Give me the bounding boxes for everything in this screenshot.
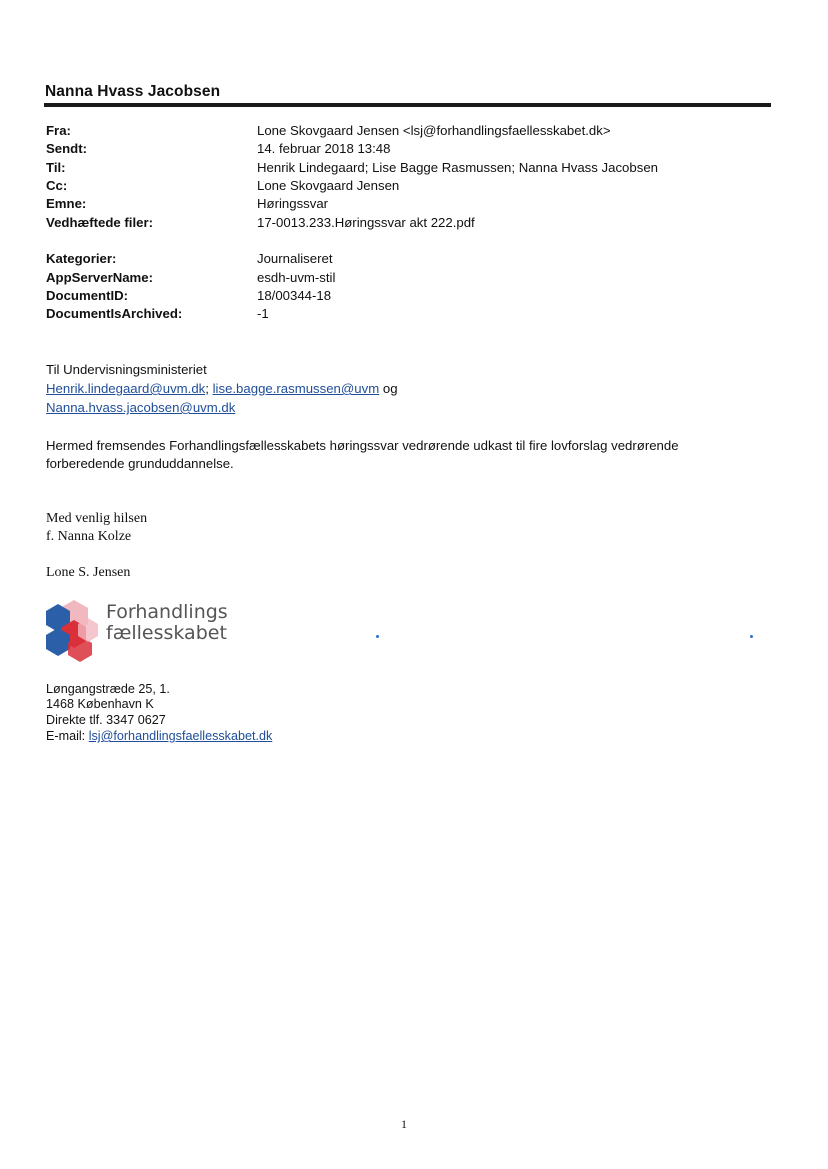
- document-owner-name: Nanna Hvass Jacobsen: [45, 83, 221, 100]
- signature-email-line: [46, 728, 272, 744]
- to-value: Henrik Lindegaard; Lise Bagge Rasmussen; Nanna Hvass Jacobsen: [257, 160, 658, 175]
- link-separator: ;: [205, 381, 209, 396]
- appservername-label: AppServerName:: [46, 270, 154, 285]
- address-city: 1468 København K: [46, 697, 154, 711]
- recipient-links-line: [46, 380, 398, 398]
- page-number: 1: [401, 1117, 407, 1131]
- to-label: Til:: [46, 160, 66, 175]
- logo-mark-icon: [44, 598, 104, 662]
- categories-value: Journaliseret: [257, 251, 333, 266]
- cc-value: Lone Skovgaard Jensen: [257, 178, 400, 193]
- message-line-1: Hermed fremsendes Forhandlingsfællesskabets høringssvar vedrørende udkast til fire lovforslag vedrørende: [46, 438, 679, 453]
- message-line-2: forberedende grunduddannelse.: [46, 456, 234, 471]
- from-value: Lone Skovgaard Jensen <lsj@forhandlingsfaellesskabet.dk>: [257, 123, 611, 138]
- subject-label: Emne:: [46, 196, 87, 211]
- header-rule: [44, 103, 771, 107]
- conjunction-og: og: [382, 381, 398, 396]
- on-behalf: f. Nanna Kolze: [46, 529, 132, 544]
- attachments-label: Vedhæftede filer:: [46, 215, 153, 230]
- sent-value: 14. februar 2018 13:48: [257, 141, 391, 156]
- subject-value: Høringssvar: [257, 196, 329, 211]
- salutation: Til Undervisningsministeriet: [46, 362, 207, 377]
- documentisarchived-value: -1: [257, 306, 269, 321]
- recipient-link-nanna[interactable]: Nanna.hvass.jacobsen@uvm.dk: [46, 400, 236, 415]
- address-street: Løngangstræde 25, 1.: [46, 682, 170, 696]
- organization-logo: [44, 598, 244, 662]
- logo-text-line-1: Forhandlings: [106, 601, 228, 623]
- closing: Med venlig hilsen: [46, 511, 148, 526]
- attachments-value: 17-0013.233.Høringssvar akt 222.pdf: [257, 215, 475, 230]
- email-label: E-mail:: [46, 729, 86, 743]
- from-label: Fra:: [46, 123, 71, 138]
- scan-speck: [376, 635, 379, 638]
- sender-name: Lone S. Jensen: [46, 565, 131, 580]
- documentisarchived-label: DocumentIsArchived:: [46, 306, 183, 321]
- recipient-link-henrik[interactable]: Henrik.lindegaard@uvm.dk: [46, 381, 206, 396]
- logo-text-line-2: fællesskabet: [106, 622, 227, 644]
- appservername-value: esdh-uvm-stil: [257, 270, 336, 285]
- documentid-label: DocumentID:: [46, 288, 129, 303]
- signature-email-link[interactable]: lsj@forhandlingsfaellesskabet.dk: [88, 729, 273, 743]
- recipient-link-lise[interactable]: lise.bagge.rasmussen@uvm: [212, 381, 380, 396]
- sent-label: Sendt:: [46, 141, 88, 156]
- scan-speck: [750, 635, 753, 638]
- categories-label: Kategorier:: [46, 251, 117, 266]
- direct-phone: Direkte tlf. 3347 0627: [46, 713, 166, 727]
- recipient-links-line-2: [46, 399, 235, 417]
- cc-label: Cc:: [46, 178, 68, 193]
- documentid-value: 18/00344-18: [257, 288, 332, 303]
